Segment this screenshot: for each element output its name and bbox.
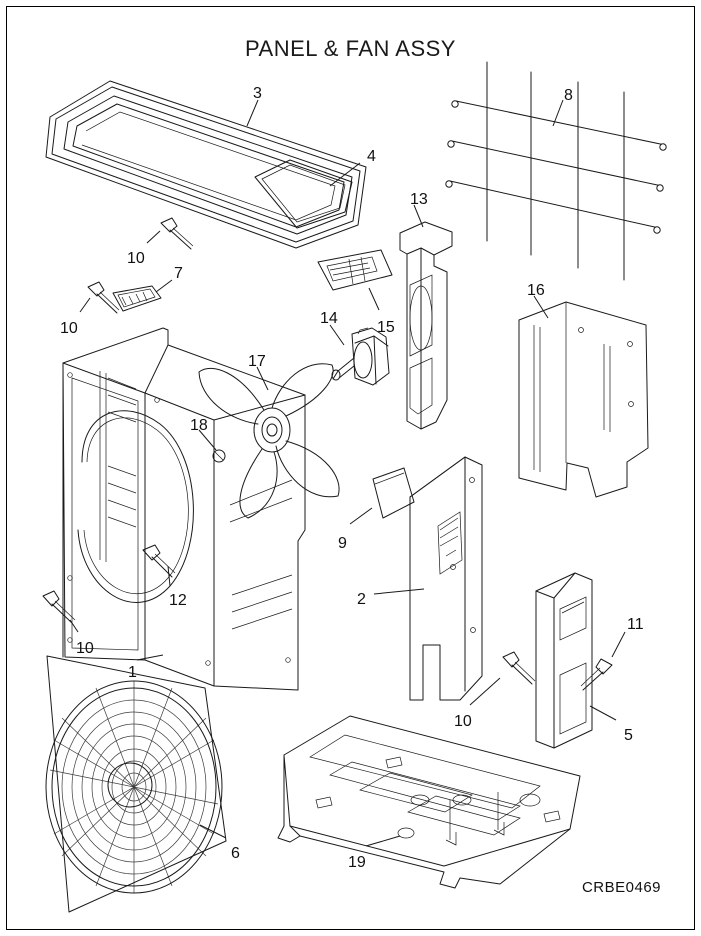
part-base-pan	[278, 716, 580, 888]
callout-9: 9	[338, 535, 347, 552]
part-side-cover	[519, 296, 648, 497]
part-propeller-fan	[199, 364, 339, 518]
part-front-grille-frame	[63, 328, 305, 690]
callout-17: 17	[248, 353, 266, 370]
callout-10c: 10	[76, 640, 94, 657]
callout-10a: 10	[127, 250, 145, 267]
part-screw-valve-cover	[581, 632, 625, 690]
part-screw-upper-1	[147, 218, 193, 249]
callout-12: 12	[169, 592, 187, 609]
part-terminal-plate	[318, 250, 392, 310]
callout-13: 13	[410, 191, 428, 208]
callout-4: 4	[367, 148, 376, 165]
callout-18: 18	[190, 417, 208, 434]
callout-3: 3	[253, 85, 262, 102]
callout-15: 15	[377, 319, 395, 336]
part-fan-guard	[46, 656, 226, 912]
callout-11: 11	[627, 616, 644, 633]
callout-7: 7	[174, 265, 183, 282]
callout-2: 2	[357, 591, 366, 608]
callout-1: 1	[128, 664, 137, 681]
callout-6: 6	[231, 845, 240, 862]
callout-19: 19	[348, 854, 366, 871]
part-partition-panel	[374, 457, 482, 700]
part-insulation-pad	[350, 468, 414, 524]
part-screw-upper-2	[80, 282, 119, 313]
part-top-panel	[46, 81, 366, 248]
part-badge-plate	[113, 280, 172, 311]
page-title: PANEL & FAN ASSY	[245, 36, 456, 61]
callout-10d: 10	[454, 713, 472, 730]
drawing-code: CRBE0469	[581, 879, 661, 896]
callout-8: 8	[564, 87, 573, 104]
part-screw-left-bottom	[43, 591, 78, 632]
callout-10b: 10	[60, 320, 78, 337]
part-motor-bracket	[400, 205, 452, 429]
part-wire-rack	[446, 62, 666, 280]
callout-16: 16	[527, 282, 545, 299]
part-screw-frame	[143, 545, 175, 586]
callout-14: 14	[320, 310, 338, 327]
callout-5: 5	[624, 727, 633, 744]
